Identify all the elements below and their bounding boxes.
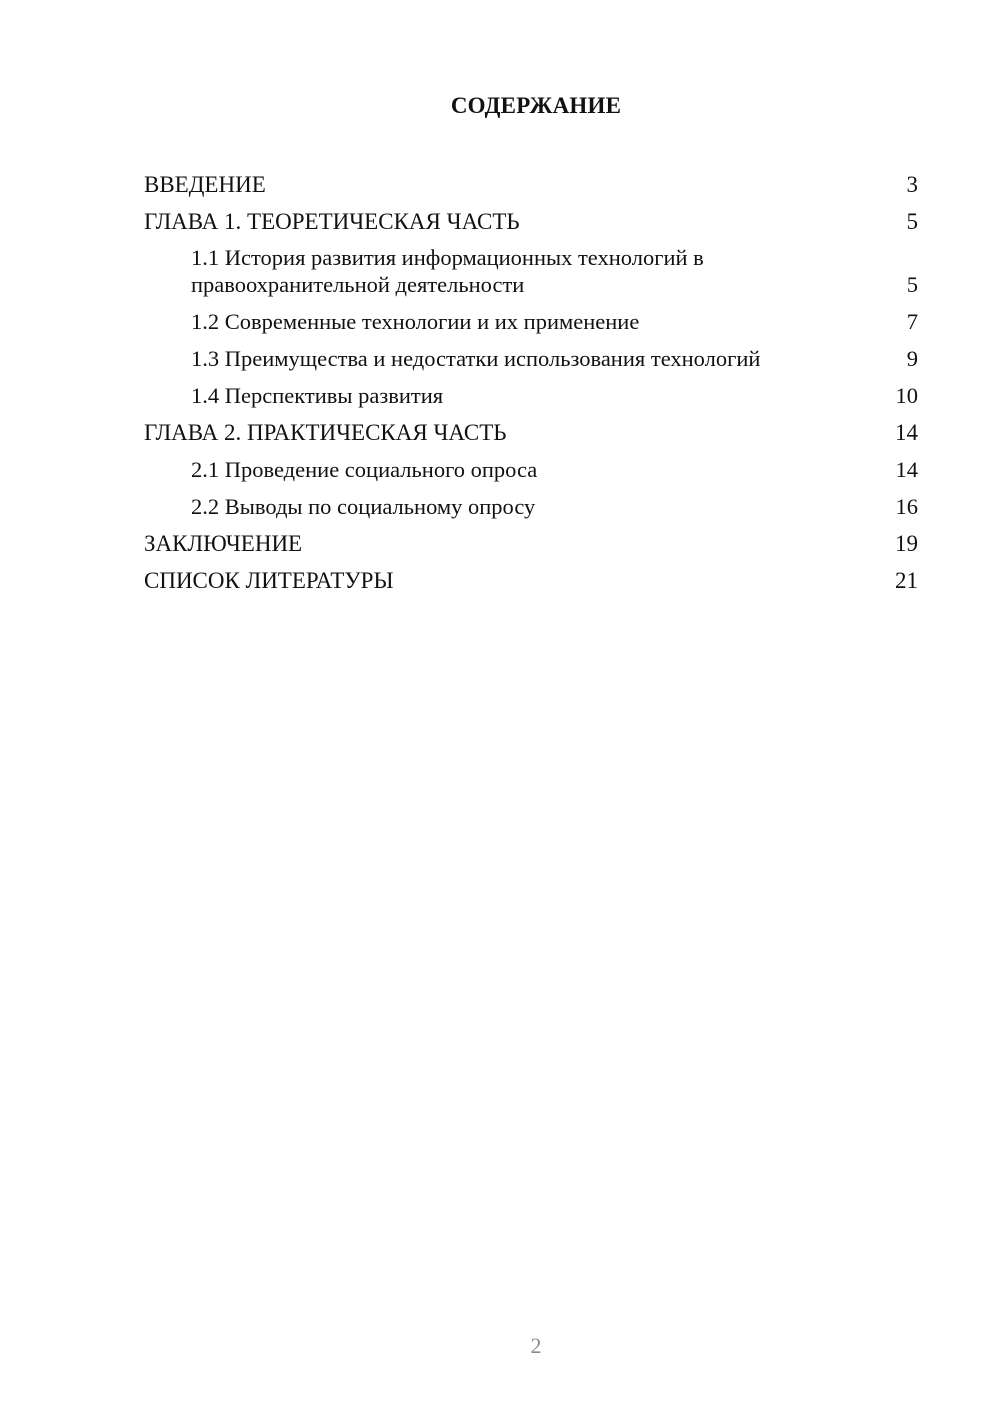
toc-entry-text: 2.1 Проведение социального опроса <box>191 457 538 482</box>
toc-entry-chapter-1[interactable] <box>144 203 918 240</box>
page-number: 2 <box>530 1333 542 1358</box>
toc-entry-text: 1.2 Современные технологии и их применение <box>191 309 640 334</box>
toc-entry-text <box>191 244 907 298</box>
page-title: СОДЕРЖАНИЕ <box>450 93 622 118</box>
toc-entry-page: 3 <box>906 172 918 197</box>
toc-entry-page: 21 <box>895 568 918 593</box>
toc-entry-text-line-1: 1.1 История развития информационных технологий в <box>191 245 704 270</box>
toc-entry-section-2-2[interactable] <box>144 488 918 525</box>
toc-entry-section-1-1[interactable] <box>144 240 918 303</box>
toc-entry-page: 14 <box>895 420 918 445</box>
toc-entry-text: 1.3 Преимущества и недостатки использования технологий <box>191 346 761 371</box>
toc-entry-text: ЗАКЛЮЧЕНИЕ <box>144 531 303 556</box>
toc-entry-chapter-2[interactable] <box>144 414 918 451</box>
toc-entry-text: ГЛАВА 1. ТЕОРЕТИЧЕСКАЯ ЧАСТЬ <box>144 209 520 234</box>
table-of-contents <box>144 166 918 599</box>
toc-entry-page: 14 <box>895 457 918 482</box>
toc-entry-page: 5 <box>906 209 918 234</box>
toc-entry-section-1-4[interactable] <box>144 377 918 414</box>
toc-entry-conclusion[interactable] <box>144 525 918 562</box>
toc-entry-page: 10 <box>895 383 918 408</box>
toc-entry-section-2-1[interactable] <box>144 451 918 488</box>
toc-entry-page: 19 <box>895 531 918 556</box>
toc-entry-text: ВВЕДЕНИЕ <box>144 172 266 197</box>
toc-entry-page: 5 <box>906 272 918 297</box>
toc-entry-text-line-2: правоохранительной деятельности <box>191 272 525 297</box>
toc-entry-text: 2.2 Выводы по социальному опросу <box>191 494 536 519</box>
toc-entry-text: 1.4 Перспективы развития <box>191 383 444 408</box>
toc-entry-text: СПИСОК ЛИТЕРАТУРЫ <box>144 568 394 593</box>
toc-entry-section-1-2[interactable] <box>144 303 918 340</box>
toc-entry-references[interactable] <box>144 562 918 599</box>
toc-entry-page: 9 <box>906 346 918 371</box>
toc-entry-introduction[interactable] <box>144 166 918 203</box>
toc-entry-section-1-3[interactable] <box>144 340 918 377</box>
toc-entry-text: ГЛАВА 2. ПРАКТИЧЕСКАЯ ЧАСТЬ <box>144 420 507 445</box>
toc-entry-page: 16 <box>895 494 918 519</box>
toc-entry-page: 7 <box>906 309 918 334</box>
